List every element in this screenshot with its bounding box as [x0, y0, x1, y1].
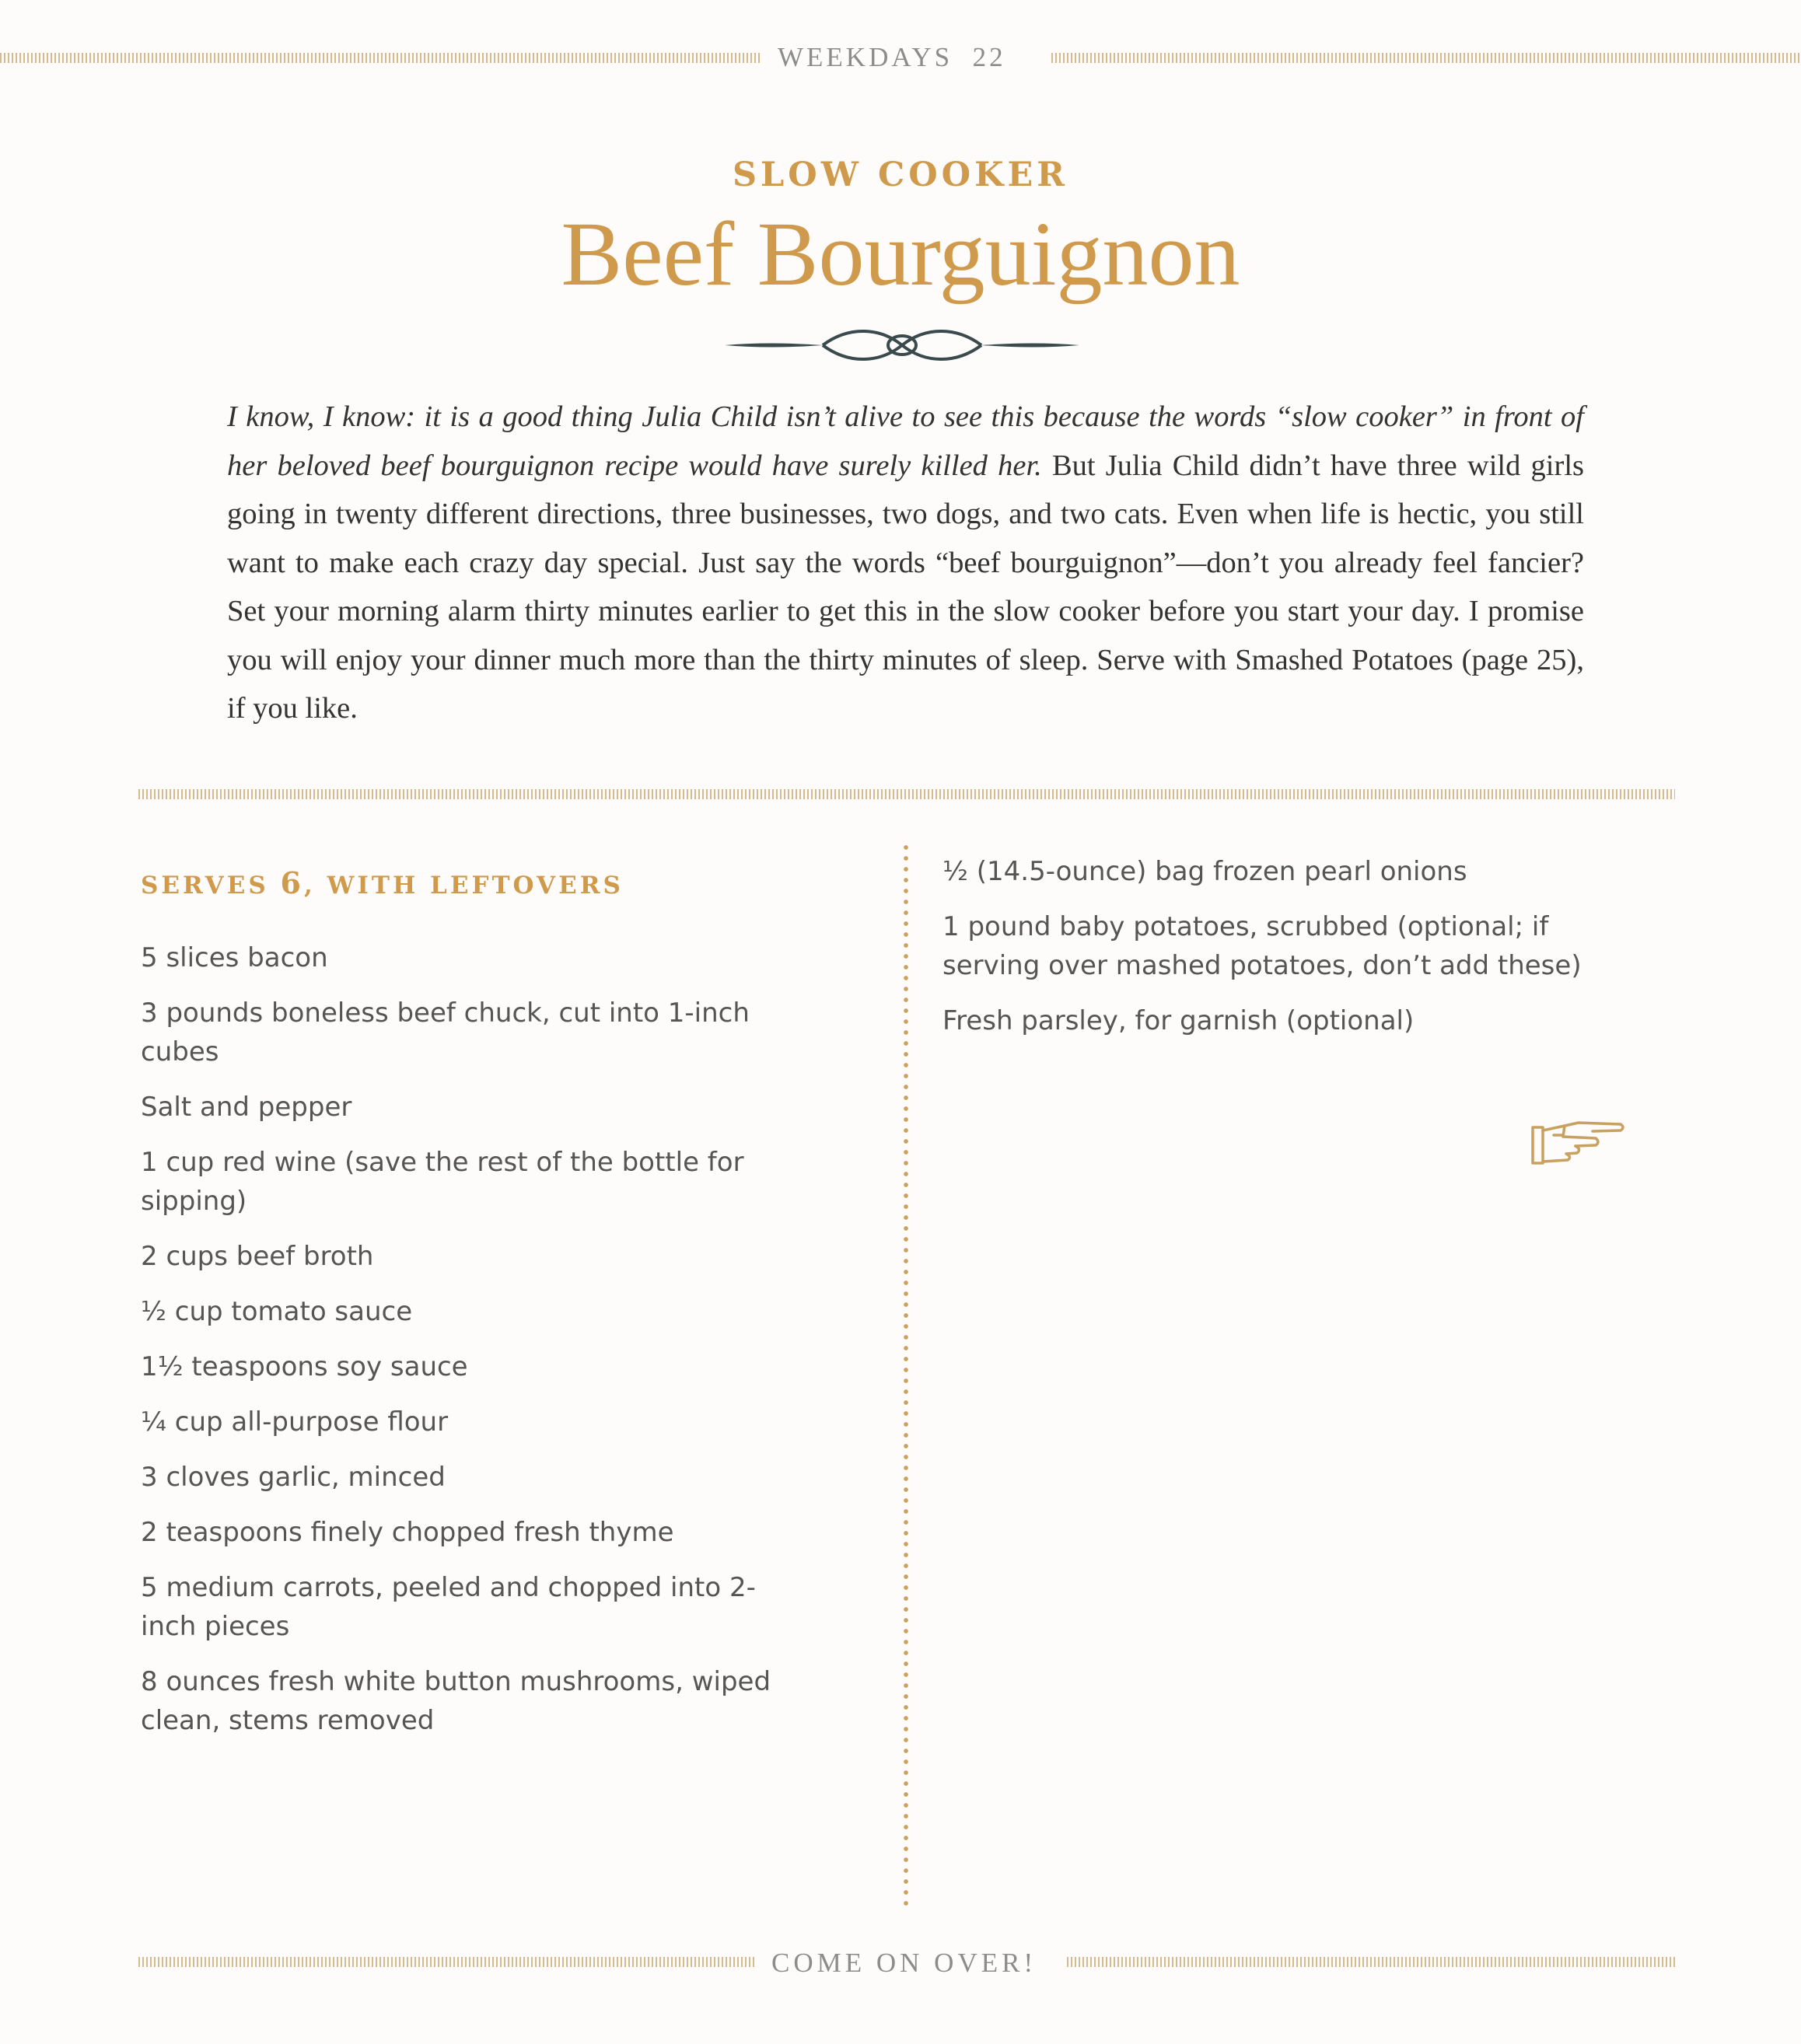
ingredient-item: 1 pound baby potatoes, scrubbed (optional; if serving over mashed potatoes, don’t add these)	[942, 911, 1582, 981]
footer-rule-right	[1067, 1957, 1675, 1967]
section-rule	[138, 789, 1675, 799]
ingredient-item: Salt and pepper	[141, 1092, 352, 1123]
column-divider	[903, 842, 909, 1909]
ingredient-item: 1½ teaspoons soy sauce	[141, 1351, 468, 1382]
scroll-ornament-icon	[723, 330, 1081, 361]
ingredient-item: 2 teaspoons finely chopped fresh thyme	[141, 1517, 674, 1548]
ingredient-item: ½ cup tomato sauce	[141, 1296, 413, 1327]
ingredient-item: ¼ cup all-purpose flour	[141, 1406, 449, 1438]
header-rule-left	[0, 53, 761, 63]
serves-suffix: , WITH LEFTOVERS	[304, 872, 624, 900]
ingredient-item: 5 medium carrots, peeled and chopped into 2-inch pieces	[141, 1572, 756, 1642]
ingredient-item: 3 cloves garlic, minced	[141, 1462, 446, 1493]
serves-number: 6	[280, 865, 304, 900]
serves-prefix: SERVES	[141, 872, 269, 900]
ingredient-item: 5 slices bacon	[141, 942, 328, 973]
running-head-label	[778, 42, 1006, 73]
intro-paragraph	[227, 393, 1584, 733]
pointing-hand-icon	[1530, 1116, 1627, 1168]
recipe-category: SLOW COOKER	[732, 155, 1069, 194]
intro-italic: I know, I know: it is a good thing Julia Child isn’t alive to see this because the words “slow cooker” in front of her beloved beef bourguignon recipe would have surely killed her.	[227, 400, 1584, 482]
page-number: 22	[972, 42, 1006, 72]
ingredients-list-left	[141, 938, 810, 1756]
ingredients-list-right	[942, 852, 1627, 1057]
running-head	[0, 40, 1801, 79]
ingredient-item: 3 pounds boneless beef chuck, cut into 1-inch cubes	[141, 998, 750, 1067]
recipe-title: Beef Bourguignon	[561, 203, 1240, 305]
ingredient-item: 8 ounces fresh white button mushrooms, wiped clean, stems removed	[141, 1666, 771, 1736]
ingredient-item: 2 cups beef broth	[141, 1241, 374, 1272]
footer-rule-left	[138, 1957, 754, 1967]
ingredient-item: ½ (14.5-ounce) bag frozen pearl onions	[942, 856, 1467, 887]
intro-body: But Julia Child didn’t have three wild girls going in twenty different directions, three businesses, two dogs, and two cats. Even when life is hectic, you still want to make each crazy day special. Just say the words “beef bourguignon”—don’t you already feel fancier? Set your morning alarm thirty minutes earlier to get this in the slow cooker before you start your day. I promise you will enjoy your dinner much more than the thirty minutes of sleep. Serve with Smashed Potatoes (page 25), if you like.	[227, 449, 1585, 725]
section-name: WEEKDAYS	[778, 42, 953, 72]
header-rule-right	[1051, 53, 1801, 63]
ingredient-item: 1 cup red wine (save the rest of the bottle for sipping)	[141, 1147, 744, 1217]
serves-label	[141, 865, 624, 900]
ingredient-item: Fresh parsley, for garnish (optional)	[942, 1005, 1415, 1036]
footer-label: COME ON OVER!	[771, 1948, 1037, 1978]
